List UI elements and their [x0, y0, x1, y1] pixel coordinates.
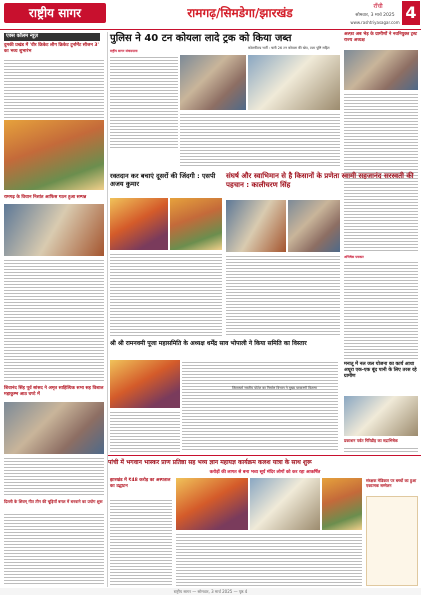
bottom-photo-1	[176, 478, 248, 530]
mid-left-headline: रक्तदान कर बचाएं दूसरों की जिंदगी : एसपी अजय कुमार	[110, 172, 216, 188]
mid-main-headline: संघर्ष और स्वाभिमान से है किसानों के प्रणेता स्वामी सहजानंद सरस्वती की पहचान : कालीचरण सिंह	[226, 172, 414, 189]
right-story-1-photo	[344, 50, 418, 90]
lead-headline: पुलिस ने 40 टन कोयला लादे ट्रक को किया जब्त	[110, 33, 292, 44]
right-headline-1: अल्फ़ा अब भेड़ के ग्रामीणों ने नवनियुक्त ट्रस्ट राज्य अध्यक्ष	[344, 32, 418, 43]
mid-main-text	[226, 254, 340, 336]
brand-logo: राष्ट्रीय सागर	[4, 3, 106, 23]
issue-date: सोमवार, 3 मार्च 2025	[355, 13, 395, 18]
mid-left-photo-2	[170, 198, 222, 250]
advertisement-box[interactable]	[366, 496, 418, 586]
lead-photo-1	[180, 55, 246, 110]
lead-text-col-2	[180, 112, 340, 168]
mid-main-photo-1	[226, 200, 286, 252]
mid-main-photo-2	[288, 200, 340, 252]
left-headline-2: रामगढ़ के विधान निशांत आफिस गठन हुआ सम्पन्न	[4, 195, 87, 200]
left-headline-3: शिवानंद सिंह पूर्व सांसद ने अमृत साहित्यिक सभा सह विशाल महाकुम्भ आठ घण्टे में	[4, 386, 104, 397]
lead-photo-2	[248, 55, 340, 110]
site-url[interactable]: www.rashtriyasagar.com	[350, 20, 400, 25]
mid-left-text	[110, 252, 222, 336]
left-story-4-text	[4, 512, 104, 586]
mid-left-photo-1	[110, 198, 168, 250]
right-story-2-photo	[344, 396, 418, 436]
bottom-rule	[108, 455, 421, 456]
bottom-banner-headline: पांची में भगवान भास्कर प्राण प्रतिष्ठा सह भव्य ज्ञान महायज्ञ कार्यक्रम कलश यात्रा के साथ शुरू	[108, 459, 312, 466]
left-story-1-text	[4, 58, 104, 118]
bottom-photo-3	[322, 478, 362, 530]
page-footer: राष्ट्रीय सागर — सोमवार, 3 मार्च 2025 — पृष्ठ 4	[0, 588, 421, 595]
left-story-1-photo	[4, 120, 104, 190]
lead-text-col-1	[110, 55, 178, 148]
bottom-main-text	[176, 532, 362, 586]
left-story-3-photo	[4, 402, 104, 454]
lead-photo-caption: कोलफील्ड भर्ती : चली 26 टन कोयला की खेप, टाटा पुष्टि सहित	[248, 46, 330, 50]
column-divider-left	[107, 32, 108, 587]
left-headline-4: दिल्ली के शिवम् गीत तीन की चूड़ियाँ बगल में बनवाने का प्रयोग शुरू	[4, 499, 103, 504]
left-story-3-text	[4, 456, 104, 496]
mid-sub-headline: श्री श्री रामनवमी पूजा महासमिति के अध्यक्ष धर्मेंद्र साव भोपाली ने किया समिति का विस्तार	[110, 340, 307, 347]
mid-sub-text	[182, 360, 338, 452]
mid-sub-photo	[110, 360, 180, 408]
mid-sub-text-2	[110, 410, 180, 452]
city-label: राँची	[373, 3, 383, 10]
right-headline-2: मनातू में नल जल योजना का कार्य आधा अधूरा एक-एक बूंद पानी के लिए तरस रहे ग्रामीण	[344, 362, 417, 379]
bottom-left-text	[110, 498, 172, 586]
bottom-right-headline: संरक्षक मेडिकल पर बच्चों का हुआ एकात्मक सम्मेलन	[366, 478, 417, 488]
bottom-left-headline: झारखंड में ₹48 करोड़ का अस्पताल का उद्घाटन	[110, 478, 171, 489]
left-section-label: एक्स कॉलम न्यूज़	[4, 33, 100, 41]
masthead-rule	[0, 29, 421, 30]
right-headline-3: प्रकाशन पर्वत गिरिडीह का रुद्राभिषेक	[344, 438, 398, 443]
page-region-title: रामगढ़/सिमडेगा/झारखंड	[187, 6, 293, 20]
bottom-photo-2	[250, 478, 320, 530]
mid-sub-note: जिलाधर्म भरतीय पोर्टल का निर्माण विभाग ने मुख्य परवानगी वितरण	[232, 386, 318, 390]
right-story-2-text	[344, 260, 418, 360]
page-number: 4	[402, 1, 420, 25]
right-byline: अभिषेक पत्रकार	[344, 255, 364, 259]
lead-byline: राष्ट्रीय सागर संवाददाता	[110, 49, 138, 53]
left-story-2-photo	[4, 204, 104, 256]
right-story-3-text	[344, 446, 418, 452]
bottom-subheadline: करोड़ों की लागत से बना भव्य सूर्य मंदिर लोगों को कर रहा आकर्षित	[209, 470, 321, 475]
left-story-2-text	[4, 258, 104, 383]
left-headline-1: दुमकी प्रखंड में 'वीर क्रिकेट लीग क्रिकेट टूर्नामेंट सीजन 3' का भव्य शुभारंभ	[4, 43, 99, 54]
